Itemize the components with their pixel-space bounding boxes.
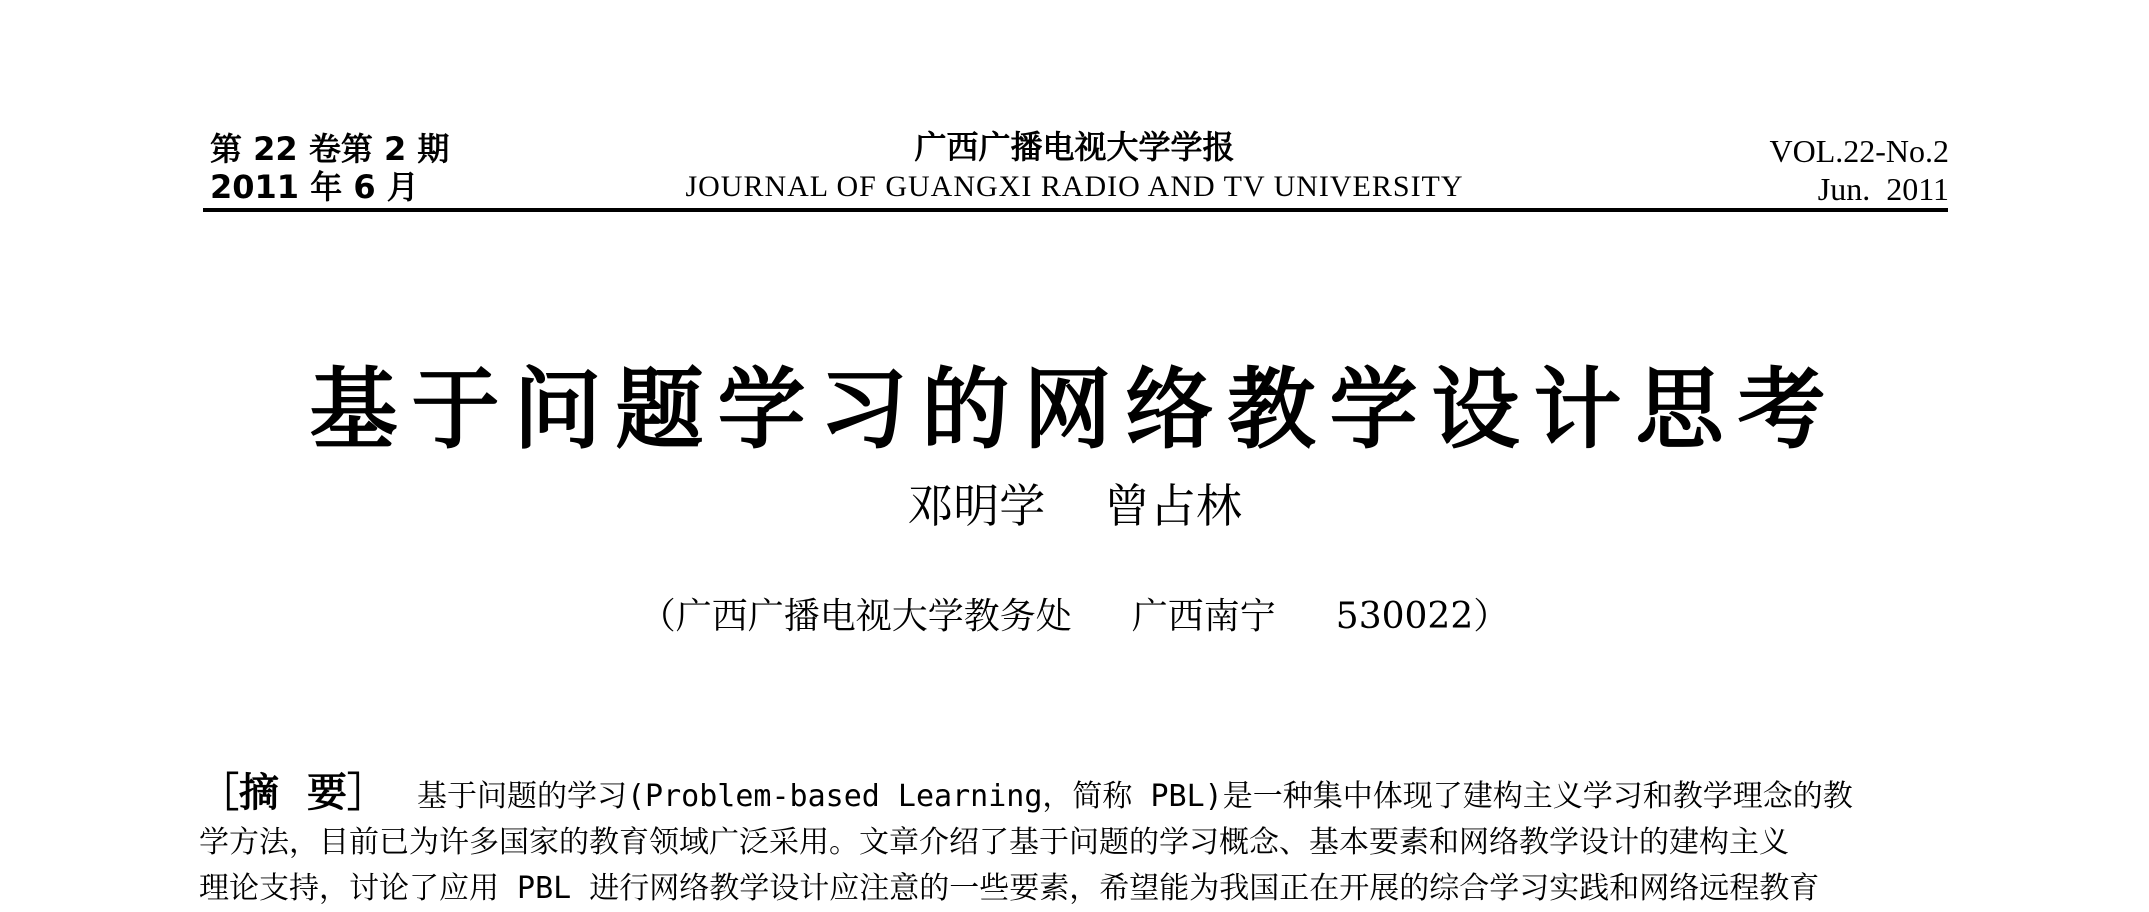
abstract-line xyxy=(199,770,1949,820)
affiliation-open-paren: （ xyxy=(639,596,676,637)
abstract-line: 理论支持，讨论了应用 PBL 进行网络教学设计应注意的一些要素，希望能为我国正在开展的综合学习实践和网络远程教育 xyxy=(199,871,1820,906)
affiliation xyxy=(0,594,2149,640)
abstract xyxy=(199,770,1949,912)
author-name: 邓明学 xyxy=(907,479,1046,533)
author-list xyxy=(0,478,2149,534)
affiliation-org: 广西广播电视大学教务处 xyxy=(675,596,1072,637)
author-name: 曾占林 xyxy=(1103,479,1242,533)
journal-name-en: JOURNAL OF GUANGXI RADIO AND TV UNIVERSITY xyxy=(685,170,1464,203)
abstract-label: ［摘 要］ xyxy=(199,770,387,816)
article-title: 基于问题学习的网络教学设计思考 xyxy=(309,356,1840,461)
journal-name-cn: 广西广播电视大学学报 xyxy=(914,128,1235,166)
header-rule xyxy=(203,208,1948,212)
publication-date-en: Jun. 2011 xyxy=(1817,171,1949,207)
affiliation-close-paren: ） xyxy=(1473,596,1510,637)
volume-issue-en: VOL.22-No.2 xyxy=(1769,133,1949,169)
volume-issue-cn: 第 22 卷第 2 期 xyxy=(210,130,450,168)
abstract-text: 基于问题的学习(Problem-based Learning，简称 PBL)是一种集中体现了建构主义学习和教学理念的教 xyxy=(417,779,1853,814)
affiliation-postcode: 530022 xyxy=(1335,596,1474,637)
abstract-line: 学方法，目前已为许多国家的教育领域广泛采用。文章介绍了基于问题的学习概念、基本要素和网络教学设计的建构主义 xyxy=(199,825,1789,860)
publication-date-cn: 2011 年 6 月 xyxy=(210,168,419,206)
affiliation-city: 广西南宁 xyxy=(1131,596,1276,637)
